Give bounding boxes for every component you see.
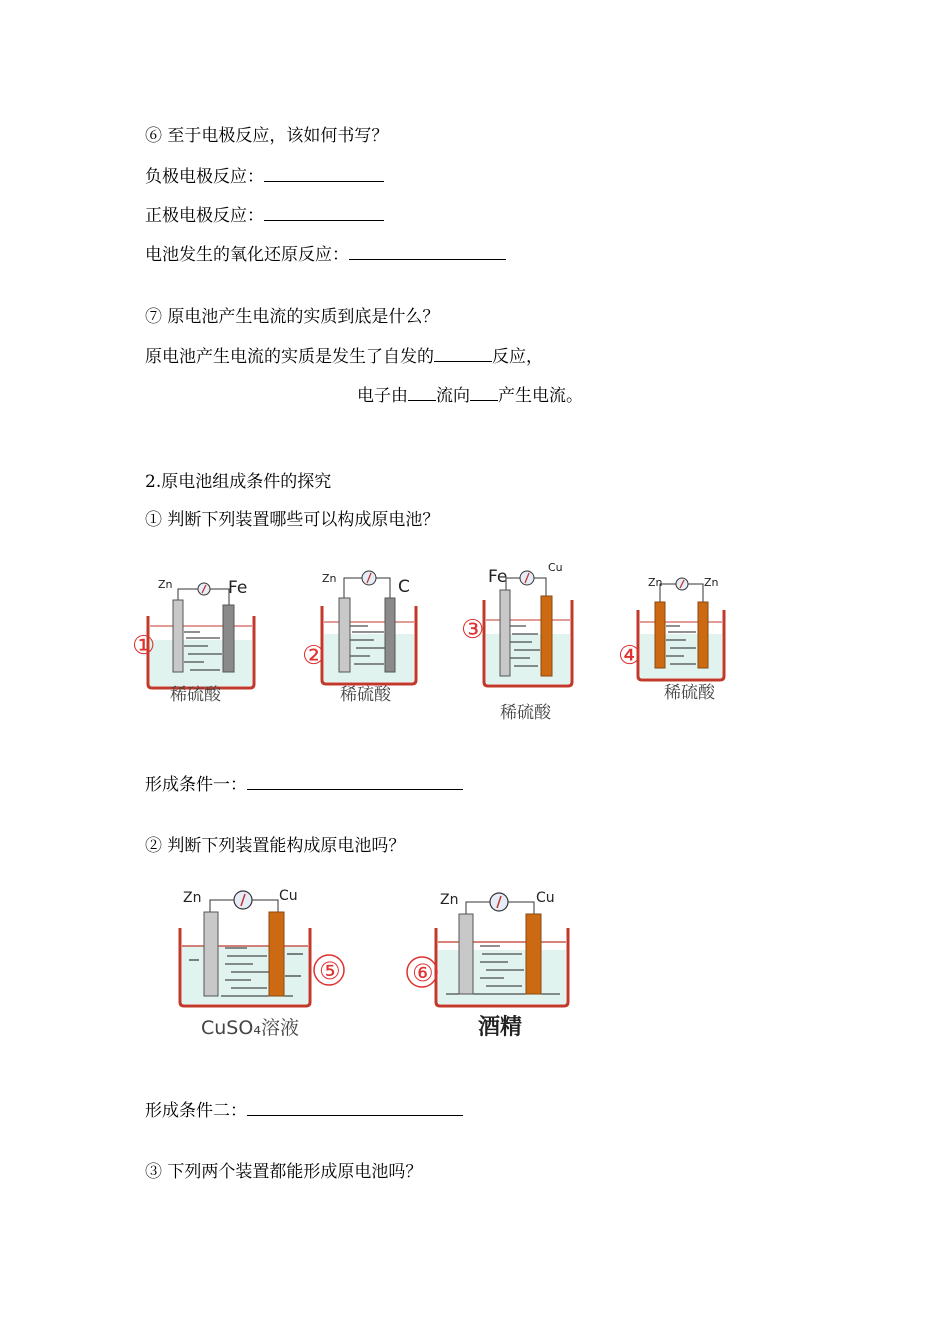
cell-3-solution: 稀硫酸: [500, 703, 551, 723]
cell-4-number: ④: [618, 641, 642, 671]
electron-from-blank[interactable]: [408, 382, 436, 401]
cell-3: [460, 560, 600, 725]
section2-title: 2.原电池组成条件的探究: [145, 472, 332, 492]
section2-q3: ③ 下列两个装置都能形成原电池吗？: [145, 1162, 423, 1182]
cell-3-left-electrode: [500, 590, 510, 676]
cell-1: [128, 568, 268, 708]
negative-electrode-blank[interactable]: [264, 163, 384, 182]
condition-one-blank[interactable]: [247, 771, 463, 790]
q6-negative-line: [145, 163, 384, 189]
cell-2-left-electrode: [339, 598, 350, 672]
section2-q1: ① 判断下列装置哪些可以构成原电池？: [145, 510, 440, 530]
condition-one-line: [145, 771, 463, 797]
cell-6-solution: 酒精: [478, 1015, 523, 1040]
cell-4-solution: 稀硫酸: [664, 683, 715, 703]
q7-line2: [357, 382, 583, 408]
cell-1-number: ①: [132, 631, 156, 661]
cell-2-right-label: C: [398, 577, 410, 597]
cell-6-right-electrode: [526, 914, 541, 994]
redox-reaction-blank[interactable]: [349, 241, 506, 260]
cell-5-left-electrode: [204, 912, 218, 996]
cell-2-right-electrode: [385, 598, 395, 672]
positive-electrode-label: 正极电极反应：: [145, 206, 264, 226]
cell-2-solution: 稀硫酸: [340, 685, 391, 705]
cell-5-solution: CuSO₄溶液: [201, 1017, 299, 1039]
positive-electrode-blank[interactable]: [264, 202, 384, 221]
cell-5-right-electrode: [269, 912, 284, 996]
cell-5-left-label: Zn: [183, 890, 202, 906]
q7-line1: [145, 343, 543, 369]
q7-title: ⑦ 原电池产生电流的实质到底是什么？: [145, 307, 440, 327]
cell-3-right-label: Cu: [548, 561, 563, 574]
q7-line2-b: 流向: [436, 386, 470, 406]
cell-4: [618, 568, 758, 708]
cell-3-number: ③: [461, 615, 485, 645]
cell-6-number: ⑥: [412, 959, 434, 987]
cell-6: [400, 880, 580, 1045]
cell-4-left-label: Zn: [648, 576, 663, 589]
q6-positive-line: [145, 202, 384, 228]
condition-two-blank[interactable]: [247, 1097, 463, 1116]
cell-1-left-label: Zn: [158, 578, 173, 591]
cell-2-number: ②: [302, 641, 326, 671]
cell-4-left-electrode: [655, 602, 665, 668]
electron-to-blank[interactable]: [470, 382, 498, 401]
cell-3-left-label: Fe: [488, 567, 508, 587]
cell-6-left-electrode: [459, 914, 473, 994]
condition-one-label: 形成条件一：: [145, 775, 247, 795]
cell-1-right-electrode: [223, 605, 234, 672]
cell-5-number: ⑤: [319, 957, 341, 985]
cell-1-right-label: Fe: [228, 578, 248, 598]
cell-5: [175, 880, 355, 1045]
cell-5-right-label: Cu: [279, 888, 298, 904]
q7-line2-c: 产生电流。: [498, 386, 583, 406]
condition-two-label: 形成条件二：: [145, 1101, 247, 1121]
cell-1-left-electrode: [173, 600, 183, 672]
cell-6-right-label: Cu: [536, 890, 555, 906]
redox-reaction-label: 电池发生的氧化还原反应：: [145, 245, 349, 265]
reaction-type-blank[interactable]: [434, 343, 492, 362]
cell-4-right-label: Zn: [704, 576, 719, 589]
q7-line2-a: 电子由: [357, 386, 408, 406]
cell-3-right-electrode: [541, 596, 552, 676]
q6-redox-line: [145, 241, 506, 267]
condition-two-line: [145, 1097, 463, 1123]
cell-4-right-electrode: [698, 602, 708, 668]
q6-title: ⑥ 至于电极反应，该如何书写？: [145, 126, 389, 146]
q7-line1-pre: 原电池产生电流的实质是发生了自发的: [145, 347, 434, 367]
cell-2-left-label: Zn: [322, 572, 337, 585]
section2-q2: ② 判断下列装置能构成原电池吗？: [145, 836, 406, 856]
negative-electrode-label: 负极电极反应：: [145, 167, 264, 187]
cell-1-solution: 稀硫酸: [170, 685, 221, 705]
cell-6-left-label: Zn: [440, 892, 459, 908]
cell-2: [298, 568, 438, 708]
q7-line1-post: 反应，: [492, 347, 543, 367]
